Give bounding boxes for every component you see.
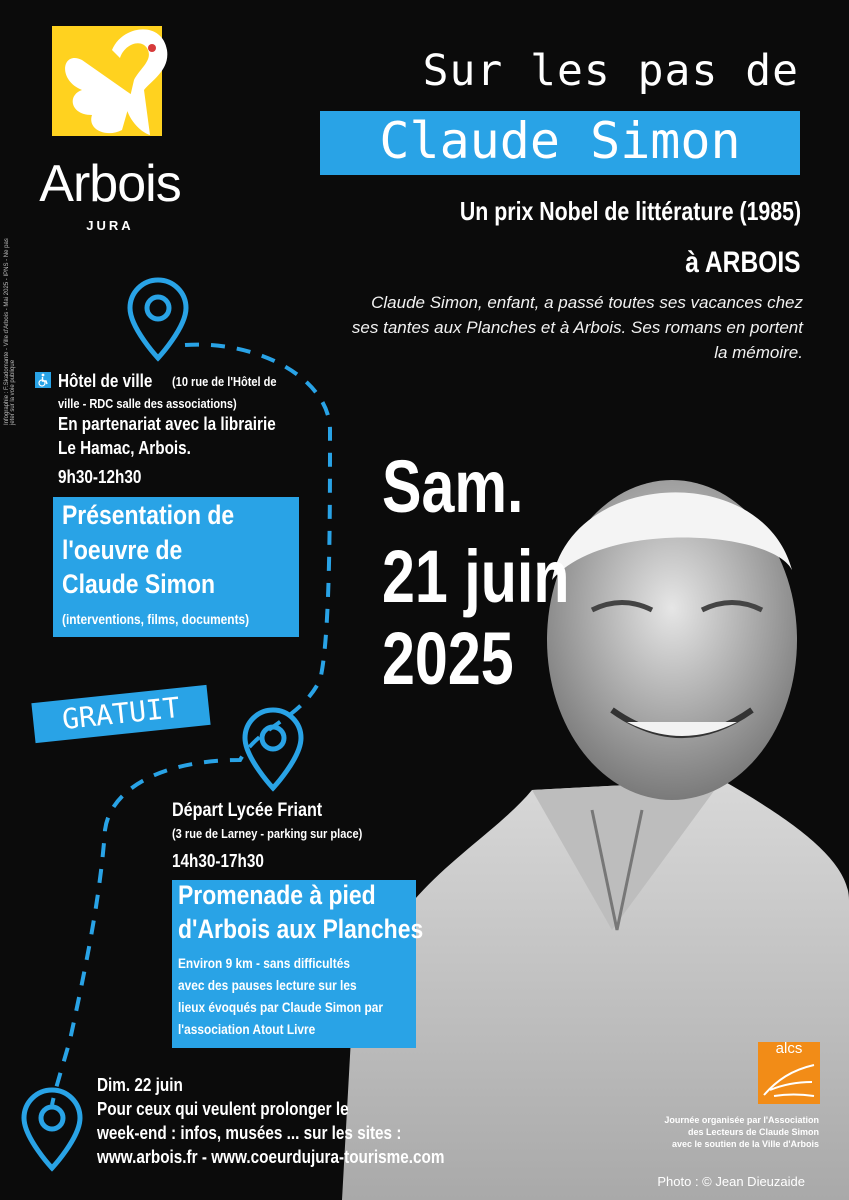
alcs-leaf-icon <box>762 1060 816 1100</box>
event2-detail: (3 rue de Larney - parking sur place) <box>172 826 363 841</box>
event2-desc-4: l'association Atout Livre <box>178 1021 316 1037</box>
date-year: 2025 <box>382 617 514 700</box>
event3-links[interactable]: www.arbois.fr - www.coeurdujura-tourisme.com <box>97 1147 445 1167</box>
subtitle-1: Un prix Nobel de littérature (1985) <box>459 196 801 226</box>
title-line-1: Sur les pas de <box>422 46 799 96</box>
subtitle-2: à ARBOIS <box>685 246 801 279</box>
event2-title-1: Promenade à pied <box>178 880 376 910</box>
event1-title-2: l'oeuvre de <box>62 535 183 565</box>
event1-venue: Hôtel de ville <box>58 371 153 391</box>
event1-subtitle: (interventions, films, documents) <box>62 611 250 627</box>
organizer-line-1: Journée organisée par l'Association <box>664 1115 819 1125</box>
event1-venue-detail-2: ville - RDC salle des associations) <box>58 396 237 411</box>
arbois-logo-bird <box>52 20 182 160</box>
event2-title-2: d'Arbois aux Planches <box>178 914 424 944</box>
event1-title-3: Claude Simon <box>62 569 216 599</box>
event3-line-1: Dim. 22 juin <box>97 1075 183 1095</box>
event2-desc-2: avec des pauses lecture sur les <box>178 977 357 993</box>
organizer-line-2: des Lecteurs de Claude Simon <box>687 1127 819 1137</box>
wheelchair-icon <box>35 372 51 388</box>
event2-venue: Départ Lycée Friant <box>172 800 323 821</box>
photo-credit: Photo : © Jean Dieuzaide <box>657 1174 805 1189</box>
event1-time: 9h30-12h30 <box>58 467 142 487</box>
date-date: 21 juin <box>382 535 570 618</box>
event1-partner-1: En partenariat avec la librairie <box>58 414 276 434</box>
event1-venue-detail-1: (10 rue de l'Hôtel de <box>172 374 277 389</box>
alcs-logo-text: alcs <box>775 1040 803 1057</box>
print-credit: Infographie : F.Skadomante - Ville d'Arbois - Mai 2025 - IPNS - Ne pas jeter sur la voie publique <box>4 238 16 425</box>
event1-partner-2: Le Hamac, Arbois. <box>58 438 191 458</box>
gratuit-text: GRATUIT <box>60 690 182 737</box>
organizer-line-3: avec le soutien de la Ville d'Arbois <box>671 1139 819 1149</box>
event2-time: 14h30-17h30 <box>172 851 264 871</box>
date-day: Sam. <box>382 445 524 528</box>
map-pin-icon <box>245 710 301 788</box>
event2-desc-1: Environ 9 km - sans difficultés <box>178 955 350 971</box>
title-line-2: Claude Simon <box>379 112 741 170</box>
event2-desc-3: lieux évoqués par Claude Simon par <box>178 999 384 1015</box>
event1-title-1: Présentation de <box>62 500 235 530</box>
jura-logo-text: JURA <box>86 218 134 233</box>
event3-line-3: week-end : infos, musées ... sur les sites : <box>97 1123 402 1143</box>
intro-text: Claude Simon, enfant, a passé toutes ses vacances chez ses tantes aux Planches et à Arbois. Ses romans en portent la mémoire. <box>351 293 803 362</box>
arbois-logo-text: Arbois <box>39 155 181 213</box>
map-pin-icon <box>130 280 186 358</box>
event3-line-2: Pour ceux qui veulent prolonger le <box>97 1099 349 1119</box>
